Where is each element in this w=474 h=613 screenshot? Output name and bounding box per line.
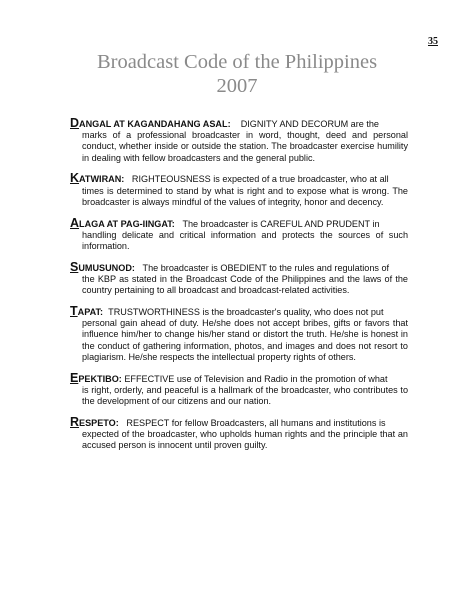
term-rest: ATWIRAN: [79,174,125,185]
term-rest: PEKTIBO: [78,373,122,384]
term-rest: UMUSUNOD: [78,262,135,273]
term-rest: ESPETO: [79,417,119,428]
entry-first-line [70,118,408,130]
entry-term [70,304,104,319]
entry-term [70,171,125,186]
term-rest: ANGAL AT KAGANDAHANG ASAL [79,119,228,129]
term-separator: : [227,119,231,129]
entry-first-line [70,306,408,318]
entry-first-line [70,370,408,385]
entry-katwiran [70,173,408,208]
term-rest: APAT: [77,307,104,318]
entry-first-text: EFFECTIVE use of Television and Radio in the promotion of what [124,373,388,384]
entry-term [70,215,175,230]
entry-dangal [70,118,408,164]
term-initial: K [70,171,80,186]
entry-term [70,259,135,274]
entry-body: expected of the broadcaster, who upholds human rights and the principle that an accused person is innocent until proven guilty. [82,429,408,451]
entry-first-line [70,173,408,185]
entry-sumusunod [70,259,408,297]
entry-body: handling delicate and critical information and protects the sources of such information. [82,229,408,252]
entry-body: the KBP as stated in the Broadcast Code of the Philippines and the laws of the country pertaining to all broadcast and broadcast-related activities. [82,274,408,296]
entry-first-text: RESPECT for fellow Broadcasters, all humans and institutions is [126,417,386,428]
entry-tapat [70,306,408,363]
entry-term [70,370,122,385]
entry-body: is right, orderly, and peaceful is a hallmark of the broadcaster, who contributes to the development of our citizens and our nation. [82,384,408,407]
title-line-2: 2007 [216,75,258,97]
entry-first-text: DIGNITY AND DECORUM are the [240,119,379,129]
entry-term [70,414,119,429]
page-number: 35 [428,36,438,47]
entry-first-line [70,414,408,429]
entry-respeto [70,414,408,452]
page-title [0,50,474,98]
term-initial: T [70,304,78,319]
entry-epektibo [70,370,408,408]
entry-alaga [70,215,408,253]
entry-first-line [70,259,408,274]
entry-first-text: The broadcaster is CAREFUL AND PRUDENT in [182,218,380,229]
term-initial: S [70,259,79,274]
term-initial: E [70,370,79,385]
code-entries [70,118,408,461]
entry-body: marks of a professional broadcaster in word, thought, deed and personal conduct, whether inside or outside the station. The broadcaster exercise humility in dealing with fellow broadcasters and the general public. [82,130,408,163]
entry-first-text: The broadcaster is OBEDIENT to the rules and regulations of [142,262,390,273]
term-initial: D [70,116,80,130]
entry-body: times is determined to stand by what is right and to expose what is wrong. The broadcaster is always mindful of the values of integrity, honor and decency. [82,185,408,207]
title-line-1: Broadcast Code of the Philippines [96,51,378,73]
term-initial: R [70,414,80,429]
entry-first-text: TRUSTWORTHINESS is the broadcaster's quality, who does not put [108,307,384,318]
term-rest: LAGA AT PAG-IINGAT: [79,218,175,229]
entry-first-line [70,215,408,230]
entry-body: personal gain ahead of duty. He/she does not accept bribes, gifts or favors that influence him/her to change his/her stand or distort the truth. He/she is honest in the conduct of gathering information, photos, and images and does not resort to plagiarism. He/she respects the intellectual property rights of others. [82,318,408,362]
entry-first-text: RIGHTEOUSNESS is expected of a true broadcaster, who at all [131,174,389,185]
entry-term [70,116,231,130]
term-initial: A [70,215,80,230]
